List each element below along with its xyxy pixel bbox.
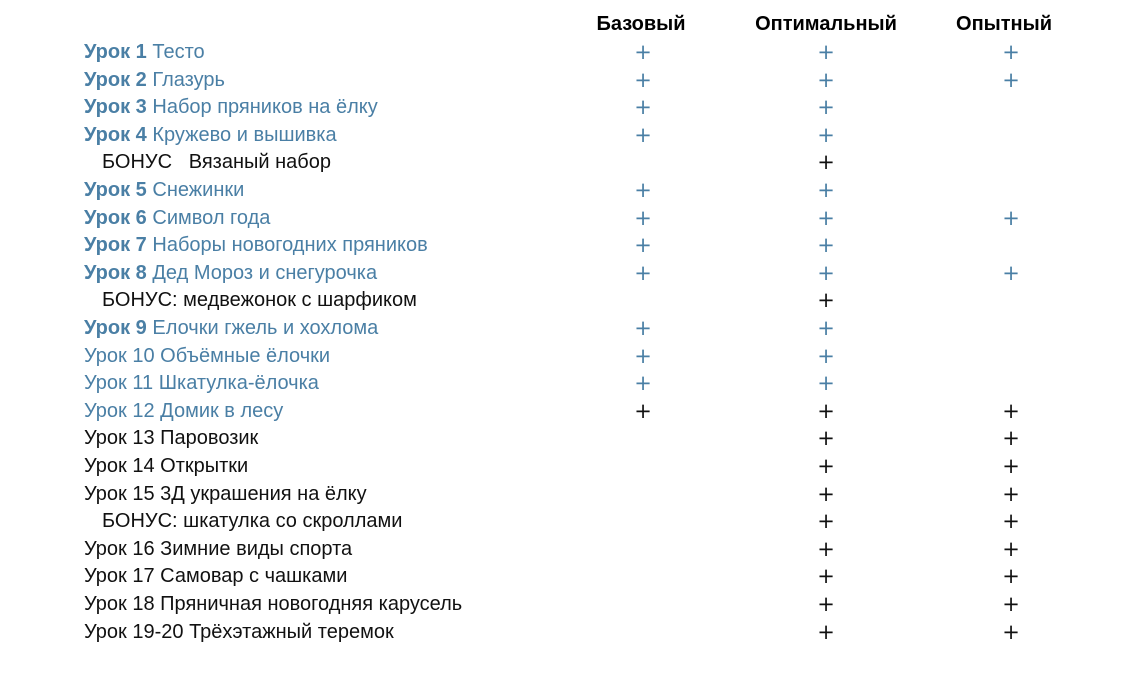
mark-experienced: + — [1002, 426, 1020, 451]
mark-experienced: + — [1002, 564, 1020, 589]
mark-basic: + — [634, 40, 652, 64]
lesson-number: Урок 16 — [84, 537, 155, 560]
bonus-row — [0, 287, 1147, 314]
mark-basic: + — [634, 398, 652, 423]
table-row — [0, 425, 1147, 452]
row-label — [84, 315, 378, 342]
table-row — [0, 315, 1147, 342]
mark-experienced: + — [1002, 536, 1020, 561]
mark-basic: + — [634, 122, 652, 147]
mark-experienced: + — [1002, 454, 1020, 478]
lesson-title: Домик в лесу — [160, 399, 284, 422]
mark-optimal: + — [817, 178, 835, 202]
mark-experienced: + — [1002, 260, 1020, 285]
table-row — [0, 563, 1147, 590]
row-label — [84, 370, 319, 397]
lesson-number: БОНУС — [102, 151, 173, 174]
mark-optimal: + — [817, 454, 835, 478]
table-row — [0, 370, 1147, 397]
mark-experienced: + — [1002, 67, 1020, 92]
mark-optimal: + — [817, 40, 835, 64]
lesson-title: Пряничная новогодняя карусель — [160, 593, 463, 615]
mark-optimal: + — [817, 592, 835, 616]
lesson-number: Урок 13 — [84, 427, 155, 450]
row-label — [84, 591, 462, 618]
table-row — [0, 177, 1147, 204]
mark-experienced: + — [1002, 398, 1020, 423]
mark-experienced: + — [1002, 592, 1020, 616]
mark-optimal: + — [817, 536, 835, 561]
lesson-title: Трёхэтажный теремок — [189, 620, 394, 643]
lesson-number: Урок 2 — [84, 68, 147, 91]
lesson-number: Урок 17 — [84, 565, 155, 588]
mark-optimal: + — [817, 316, 835, 340]
table-header — [0, 13, 1147, 39]
mark-basic: + — [634, 178, 652, 202]
mark-experienced: + — [1002, 205, 1020, 230]
mark-basic: + — [634, 67, 652, 92]
lesson-title: Набор пряников на ёлку — [152, 96, 378, 119]
lesson-number: БОНУС: — [102, 289, 178, 312]
row-label — [84, 563, 347, 590]
lesson-number: Урок 15 — [84, 482, 155, 505]
column-header-optimal: Оптимальный — [755, 13, 897, 35]
row-label — [84, 205, 270, 232]
mark-optimal: + — [817, 233, 835, 258]
row-label — [84, 343, 330, 370]
mark-optimal: + — [817, 122, 835, 147]
bonus-row — [0, 149, 1147, 176]
lesson-title: Паровозик — [160, 427, 259, 450]
mark-optimal: + — [817, 564, 835, 589]
row-label — [102, 287, 417, 314]
lesson-title: медвежонок с шарфиком — [183, 289, 417, 312]
lesson-title: Тесто — [152, 41, 205, 63]
table-row — [0, 39, 1147, 66]
mark-optimal: + — [817, 398, 835, 423]
row-label — [84, 619, 394, 646]
lesson-number: Урок 4 — [84, 123, 147, 146]
row-label — [102, 149, 331, 176]
mark-optimal: + — [817, 288, 835, 313]
table-row — [0, 398, 1147, 425]
mark-optimal: + — [817, 95, 835, 120]
row-label — [84, 94, 378, 121]
lesson-title: 3Д украшения на ёлку — [160, 482, 367, 505]
table-row — [0, 453, 1147, 480]
lesson-title: шкатулка со скроллами — [183, 510, 403, 533]
table-row — [0, 481, 1147, 508]
table-row — [0, 343, 1147, 370]
mark-optimal: + — [817, 426, 835, 451]
lesson-number: Урок 19-20 — [84, 620, 184, 643]
lesson-title: Самовар с чашками — [160, 565, 348, 588]
lesson-number: Урок 1 — [84, 41, 147, 63]
lesson-title: Снежинки — [152, 179, 245, 201]
mark-basic: + — [634, 371, 652, 396]
row-label — [84, 177, 244, 204]
mark-optimal: + — [817, 619, 835, 644]
lesson-number: Урок 10 — [84, 344, 155, 367]
lesson-number: Урок 6 — [84, 206, 147, 229]
lesson-title: Символ года — [152, 206, 271, 229]
row-label — [84, 39, 205, 66]
lesson-number: Урок 18 — [84, 593, 155, 615]
mark-optimal: + — [817, 205, 835, 230]
row-label — [84, 232, 428, 259]
lesson-number: Урок 14 — [84, 455, 155, 477]
mark-optimal: + — [817, 67, 835, 92]
lesson-title: Наборы новогодних пряников — [152, 234, 428, 257]
table-row — [0, 205, 1147, 232]
table-row — [0, 232, 1147, 259]
lesson-title: Вязаный набор — [188, 151, 331, 174]
row-label — [84, 425, 258, 452]
lesson-title: Глазурь — [152, 68, 225, 91]
lesson-number: Урок 9 — [84, 317, 147, 339]
table-row — [0, 94, 1147, 121]
mark-optimal: + — [817, 481, 835, 506]
mark-experienced: + — [1002, 619, 1020, 644]
mark-basic: + — [634, 205, 652, 230]
column-header-basic: Базовый — [596, 13, 686, 35]
table-row — [0, 122, 1147, 149]
mark-experienced: + — [1002, 40, 1020, 64]
lesson-title: Открытки — [160, 455, 249, 477]
mark-optimal: + — [817, 150, 835, 175]
table-row — [0, 67, 1147, 94]
mark-optimal: + — [817, 260, 835, 285]
lesson-number: Урок 12 — [84, 399, 155, 422]
row-label — [84, 260, 377, 287]
lesson-number: Урок 7 — [84, 234, 147, 257]
row-label — [84, 398, 283, 425]
column-header-experienced: Опытный — [956, 13, 1052, 35]
table-row — [0, 536, 1147, 563]
row-label — [84, 122, 337, 149]
row-label — [84, 481, 367, 508]
mark-optimal: + — [817, 371, 835, 396]
lesson-title: Зимние виды спорта — [160, 537, 353, 560]
lesson-title: Объёмные ёлочки — [160, 344, 331, 367]
row-label — [84, 67, 225, 94]
table-row — [0, 619, 1147, 646]
table-row — [0, 591, 1147, 618]
mark-optimal: + — [817, 343, 835, 368]
lesson-title: Елочки гжель и хохлома — [152, 317, 379, 339]
lesson-number: Урок 11 — [84, 372, 154, 395]
mark-optimal: + — [817, 509, 835, 534]
lesson-title: Кружево и вышивка — [152, 123, 337, 146]
mark-basic: + — [634, 343, 652, 368]
lesson-number: БОНУС: — [102, 510, 178, 533]
mark-basic: + — [634, 260, 652, 285]
row-label — [84, 453, 248, 480]
mark-experienced: + — [1002, 509, 1020, 534]
lesson-number: Урок 5 — [84, 179, 147, 201]
row-label — [102, 508, 402, 535]
mark-basic: + — [634, 233, 652, 258]
mark-experienced: + — [1002, 481, 1020, 506]
table-row — [0, 260, 1147, 287]
lesson-title: Дед Мороз и снегурочка — [152, 261, 378, 284]
mark-basic: + — [634, 95, 652, 120]
bonus-row — [0, 508, 1147, 535]
lesson-number: Урок 3 — [84, 96, 147, 119]
lesson-number: Урок 8 — [84, 261, 147, 284]
row-label — [84, 536, 352, 563]
lesson-title: Шкатулка-ёлочка — [158, 372, 319, 395]
mark-basic: + — [634, 316, 652, 340]
